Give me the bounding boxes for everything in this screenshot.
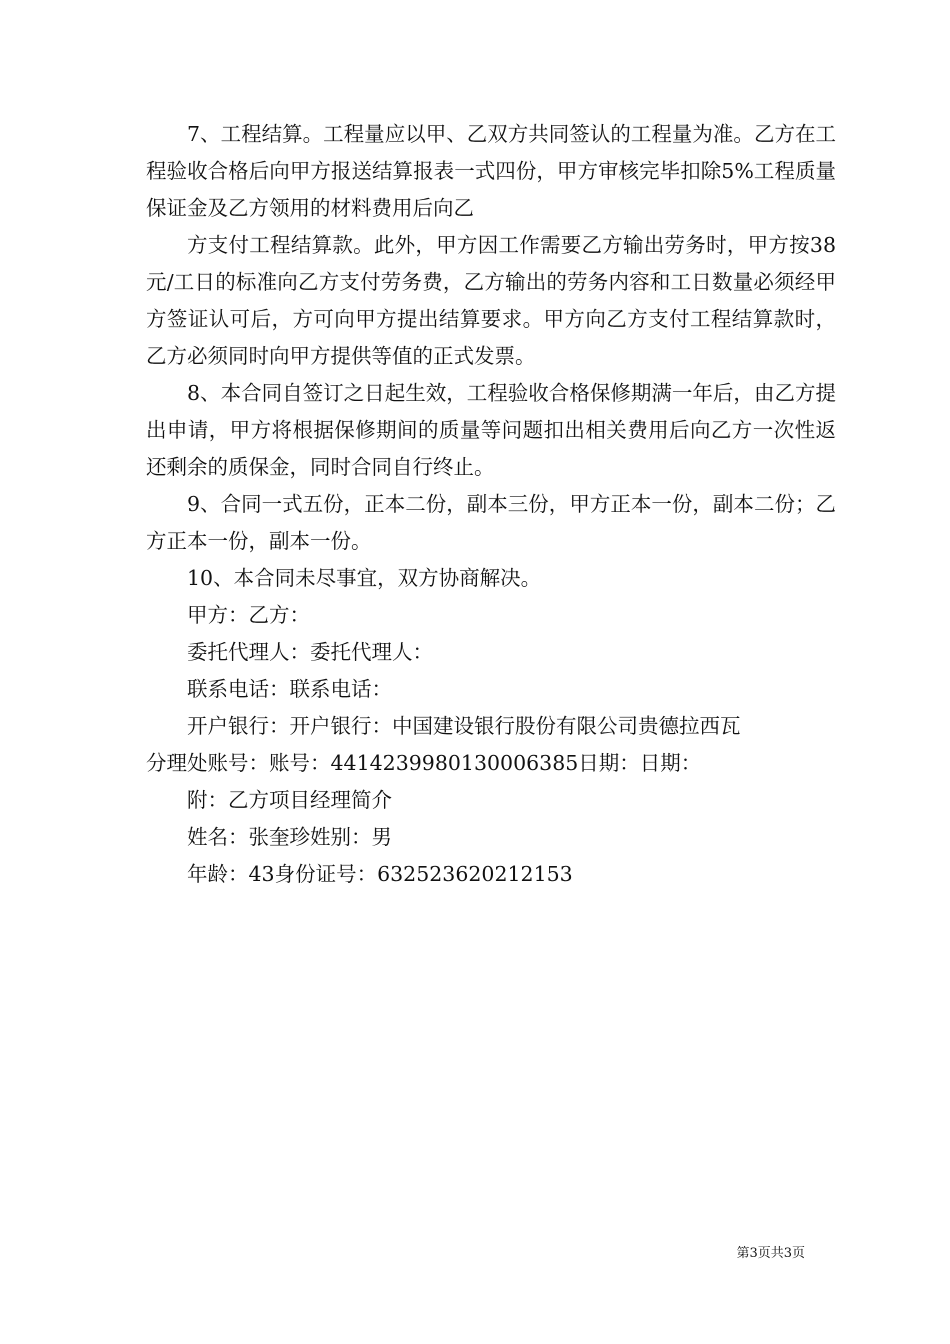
account-line: 分理处账号：账号：4414239980130006385日期：日期： <box>146 751 702 775</box>
phone-line: 联系电话：联系电话： <box>187 677 392 701</box>
manager-name-line: 姓名：张奎珍姓别：男 <box>187 825 392 849</box>
clause-7-payment: 方支付工程结算款。此外，甲方因工作需要乙方输出劳务时，甲方按38元/工日的标准向乙方支付劳务费，乙方输出的劳务内容和工日数量必须经甲方签证认可后，方可向甲方提出结算要求。甲方向乙方支付工程结算款时，乙方必须同时向甲方提供等值的正式发票。 <box>146 233 836 368</box>
page-number: 第3页共3页 <box>736 1246 805 1261</box>
bank-line: 开户银行：开户银行：中国建设银行股份有限公司贵德拉西瓦 <box>187 714 741 738</box>
party-line: 甲方：乙方： <box>187 603 310 627</box>
clause-7-settlement: 7、工程结算。工程量应以甲、乙双方共同签认的工程量为准。乙方在工程验收合格后向甲方报送结算报表一式四份，甲方审核完毕扣除5%工程质量保证金及乙方领用的材料费用后向乙 <box>146 122 836 220</box>
contract-body <box>146 116 836 893</box>
clause-8-effect: 8、本合同自签订之日起生效，工程验收合格保修期满一年后，由乙方提出申请，甲方将根据保修期间的质量等问题扣出相关费用后向乙方一次性返还剩余的质保金，同时合同自行终止。 <box>146 381 836 479</box>
manager-age-line: 年龄：43身份证号：632523620212153 <box>187 862 573 886</box>
clause-10-misc: 10、本合同未尽事宜，双方协商解决。 <box>187 566 542 590</box>
agent-line: 委托代理人：委托代理人： <box>187 640 433 664</box>
appendix-line: 附：乙方项目经理简介 <box>187 788 392 812</box>
clause-9-copies: 9、合同一式五份，正本二份，副本三份，甲方正本一份，副本二份；乙方正本一份，副本一份。 <box>146 492 836 553</box>
